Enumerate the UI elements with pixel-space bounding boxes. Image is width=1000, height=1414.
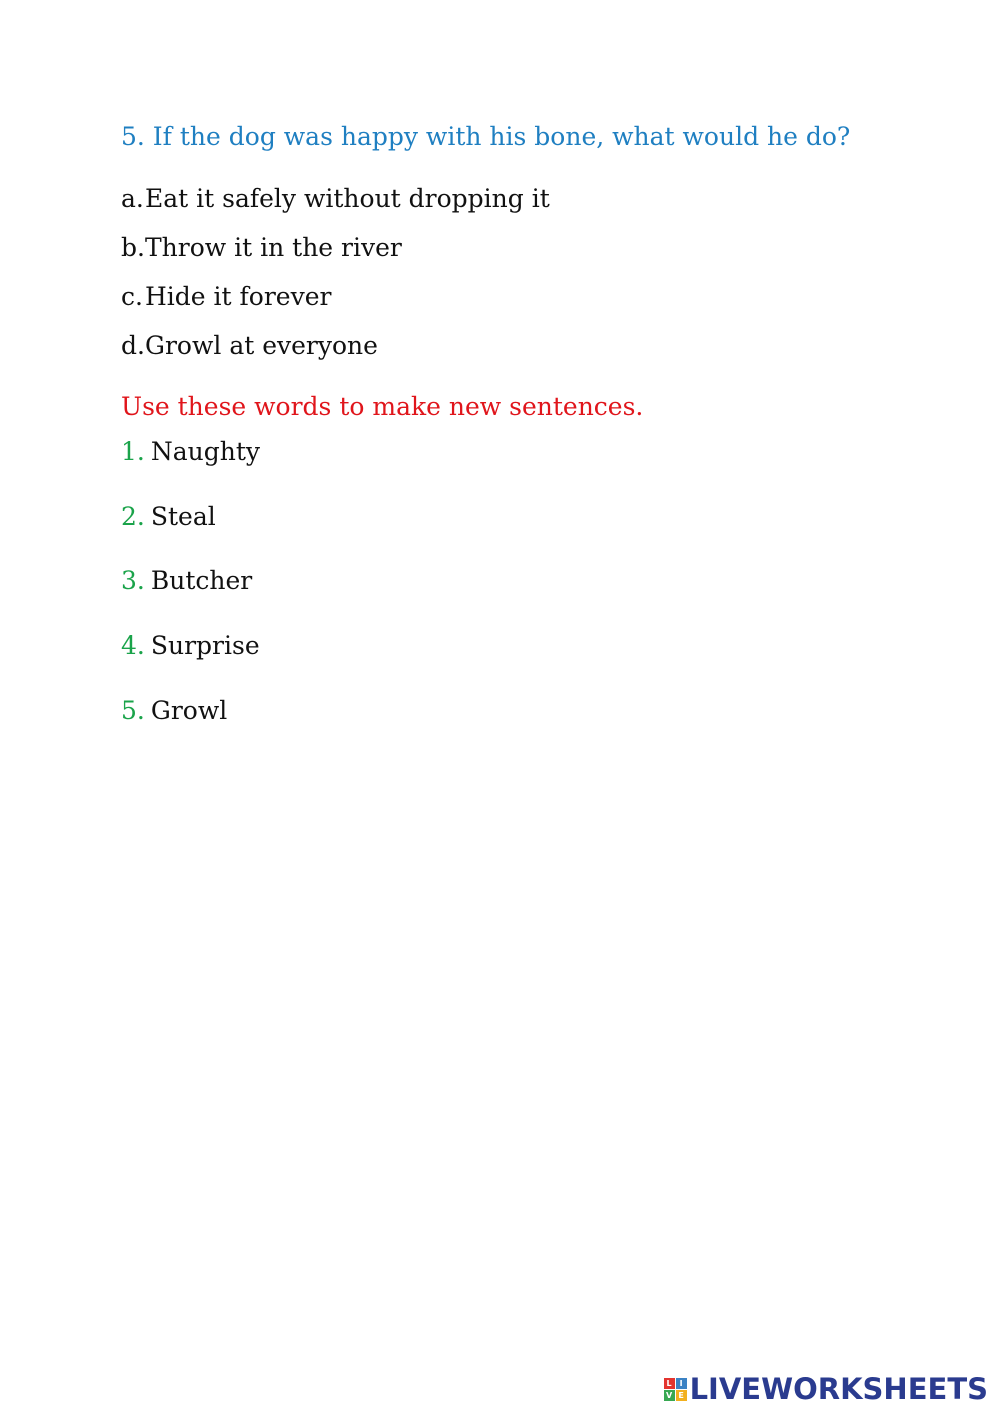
vocabulary-word: Butcher <box>150 566 253 596</box>
vocabulary-item <box>121 696 260 761</box>
option-letter: a. <box>121 184 144 213</box>
vocabulary-number: 5. <box>121 695 145 725</box>
logo-tile-l: L <box>664 1378 675 1389</box>
vocabulary-item <box>121 502 260 567</box>
logo-wordmark: LIVEWORKSHEETS <box>689 1372 988 1406</box>
logo-tile-i: I <box>676 1378 687 1389</box>
vocabulary-item <box>121 566 260 631</box>
option-text: Hide it forever <box>145 282 332 311</box>
vocabulary-number: 3. <box>121 566 145 596</box>
option-d <box>121 331 550 380</box>
logo-tile-e: E <box>676 1390 687 1401</box>
option-b <box>121 233 550 282</box>
option-text: Eat it safely without dropping it <box>145 184 550 213</box>
answer-options <box>121 184 550 380</box>
option-letter: b. <box>121 233 145 262</box>
logo-grid-icon <box>664 1378 687 1401</box>
liveworksheets-logo[interactable] <box>664 1372 988 1406</box>
vocabulary-word: Surprise <box>150 631 260 661</box>
option-text: Growl at everyone <box>145 331 378 360</box>
logo-tile-v: V <box>664 1390 675 1401</box>
vocabulary-number: 1. <box>121 437 145 466</box>
vocabulary-word: Growl <box>150 695 228 725</box>
option-text: Throw it in the river <box>145 233 402 262</box>
vocabulary-item <box>121 631 260 696</box>
vocabulary-item <box>121 437 260 502</box>
vocabulary-word: Naughty <box>150 437 261 466</box>
vocabulary-number: 4. <box>121 631 145 661</box>
question-heading: 5. If the dog was happy with his bone, what would he do? <box>121 122 851 151</box>
instruction-heading: Use these words to make new sentences. <box>121 392 644 421</box>
option-a <box>121 184 550 233</box>
option-letter: c. <box>121 282 143 311</box>
vocabulary-word: Steal <box>150 501 216 531</box>
vocabulary-list <box>121 437 260 760</box>
option-c <box>121 282 550 331</box>
option-letter: d. <box>121 331 145 360</box>
vocabulary-number: 2. <box>121 501 145 531</box>
